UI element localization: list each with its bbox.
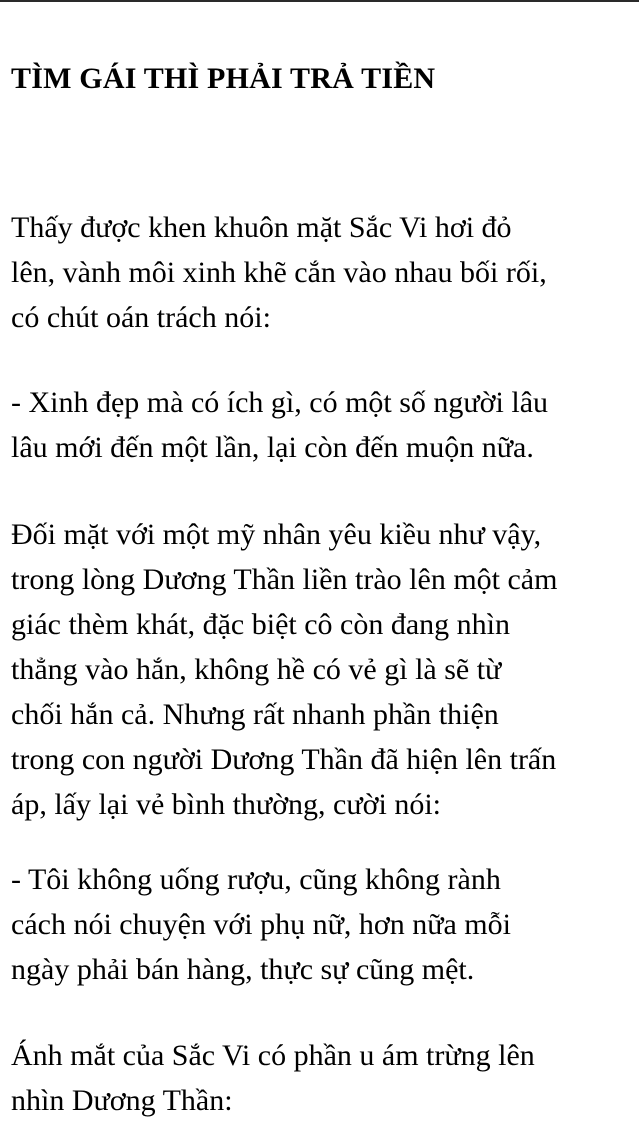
paragraph-line: nhìn Dương Thần: bbox=[11, 1084, 233, 1117]
paragraph-line: chối hắn cả. Nhưng rất nhanh phần thiện bbox=[11, 698, 499, 731]
paragraph-2 bbox=[11, 380, 631, 470]
paragraph-line: ngày phải bán hàng, thực sự cũng mệt. bbox=[11, 953, 475, 986]
chapter-title: TÌM GÁI THÌ PHẢI TRẢ TIỀN bbox=[11, 62, 436, 95]
paragraph-line: trong lòng Dương Thần liền trào lên một cảm bbox=[11, 563, 558, 596]
paragraph-line: lên, vành môi xinh khẽ cắn vào nhau bối rối, bbox=[11, 256, 547, 289]
paragraph-line: trong con người Dương Thần đã hiện lên trấn bbox=[11, 743, 557, 776]
paragraph-5 bbox=[11, 1033, 631, 1123]
paragraph-3 bbox=[11, 512, 631, 827]
paragraph-line: - Tôi không uống rượu, cũng không rành bbox=[11, 863, 501, 896]
paragraph-4 bbox=[11, 857, 631, 992]
paragraph-line: thẳng vào hắn, không hề có vẻ gì là sẽ từ bbox=[11, 653, 502, 686]
paragraph-line: giác thèm khát, đặc biệt cô còn đang nhìn bbox=[11, 608, 510, 641]
paragraph-line: lâu mới đến một lần, lại còn đến muộn nữa. bbox=[11, 431, 534, 464]
paragraph-line: có chút oán trách nói: bbox=[11, 301, 271, 334]
paragraph-line: cách nói chuyện với phụ nữ, hơn nữa mỗi bbox=[11, 908, 511, 941]
paragraph-line: áp, lấy lại vẻ bình thường, cười nói: bbox=[11, 788, 442, 821]
paragraph-line: Thấy được khen khuôn mặt Sắc Vi hơi đỏ bbox=[11, 211, 512, 244]
paragraph-line: Đối mặt với một mỹ nhân yêu kiều như vậy, bbox=[11, 518, 542, 551]
paragraph-line: - Xinh đẹp mà có ích gì, có một số người lâu bbox=[11, 386, 549, 419]
top-border bbox=[0, 0, 639, 2]
paragraph-1 bbox=[11, 205, 631, 340]
paragraph-line: Ánh mắt của Sắc Vi có phần u ám trừng lên bbox=[11, 1039, 535, 1072]
